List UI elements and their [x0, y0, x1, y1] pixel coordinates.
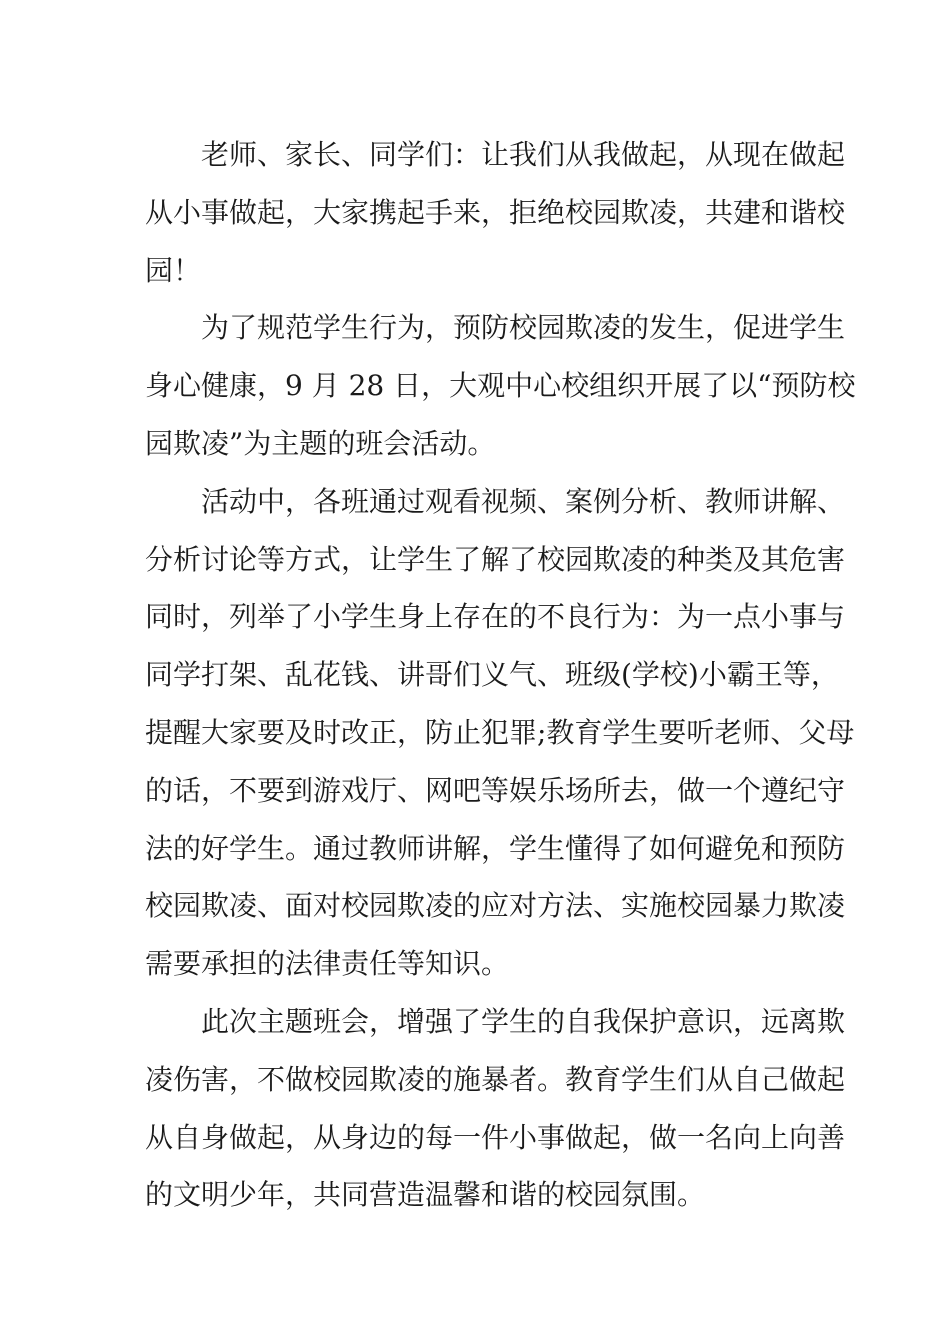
paragraph-line: 活动中，各班通过观看视频、案例分析、教师讲解、 [201, 484, 846, 518]
paragraph-line: 从自身做起，从身边的每一件小事做起，做一名向上向善 [145, 1120, 846, 1154]
paragraph-line: 为了规范学生行为，预防校园欺凌的发生，促进学生 [201, 311, 846, 345]
paragraph-line: 提醒大家要及时改正，防止犯罪;教育学生要听老师、父母 [145, 715, 855, 749]
paragraph-line: 法的好学生。通过教师讲解，学生懂得了如何避免和预防 [145, 831, 846, 865]
paragraph-line: 此次主题班会，增强了学生的自我保护意识，远离欺 [201, 1004, 846, 1038]
paragraph-line: 的话，不要到游戏厅、网吧等娱乐场所去，做一个遵纪守 [145, 773, 846, 807]
paragraph-line: 校园欺凌、面对校园欺凌的应对方法、实施校园暴力欺凌 [145, 889, 846, 923]
paragraph-line: 园欺凌”为主题的班会活动。 [145, 426, 496, 460]
paragraph-line: 同时，列举了小学生身上存在的不良行为：为一点小事与 [145, 600, 846, 634]
paragraph-line: 园！ [145, 253, 202, 287]
paragraph-line: 老师、家长、同学们：让我们从我做起，从现在做起 [201, 138, 846, 171]
paragraph-line: 需要承担的法律责任等知识。 [145, 947, 510, 981]
paragraph-line: 同学打架、乱花钱、讲哥们义气、班级(学校)小霸王等， [145, 658, 839, 692]
paragraph-line: 凌伤害，不做校园欺凌的施暴者。教育学生们从自己做起 [145, 1062, 846, 1096]
paragraph-line: 从小事做起，大家携起手来，拒绝校园欺凌，共建和谐校 [145, 195, 846, 229]
paragraph-line: 分析讨论等方式，让学生了解了校园欺凌的种类及其危害 [145, 542, 846, 576]
paragraph-line: 的文明少年，共同营造温馨和谐的校园氛围。 [145, 1178, 706, 1212]
paragraph-line: 身心健康，9 月 28 日，大观中心校组织开展了以“预防校 [145, 369, 856, 403]
document-body [145, 126, 856, 1224]
